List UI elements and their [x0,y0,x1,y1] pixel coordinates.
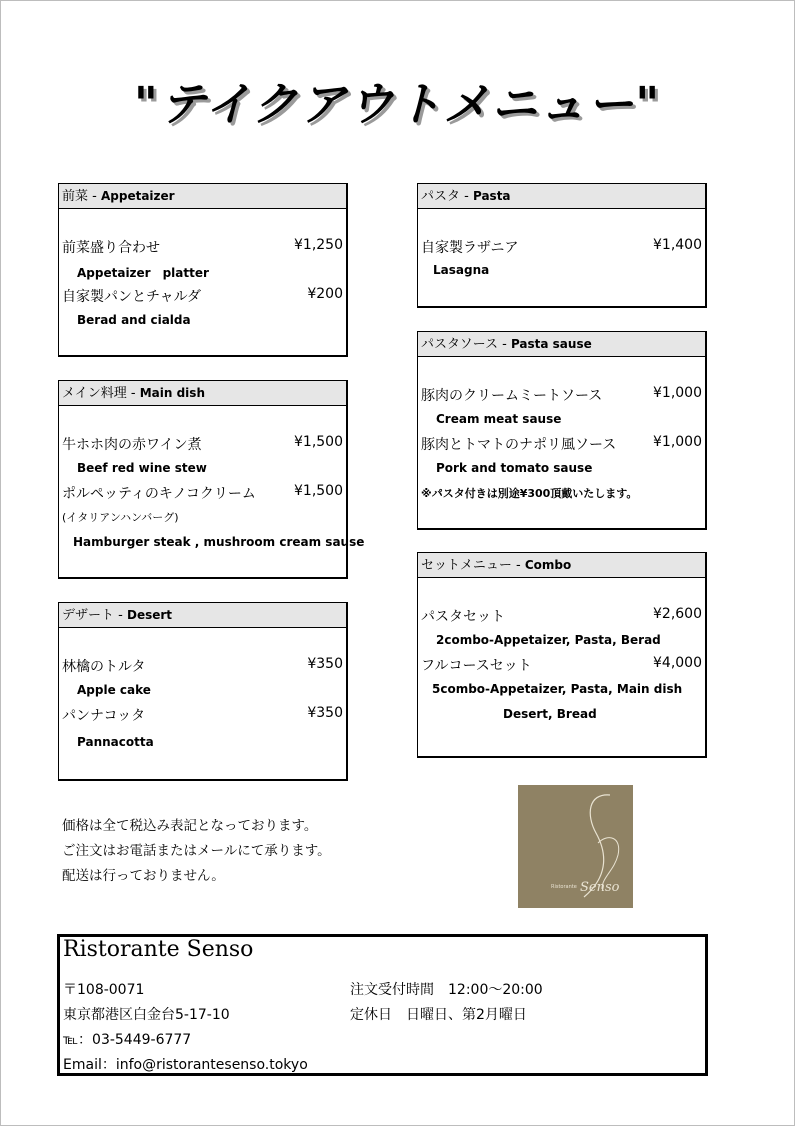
item-english: Apple cake [77,683,151,697]
item-name: 自家製パンとチャルダ [62,289,202,305]
item-name: パスタセット [421,609,505,625]
logo-graphic [518,785,633,908]
item-english: Hamburger steak , mushroom cream sause [73,535,365,549]
note-line: 価格は全て税込み表記となっております。 [62,818,318,834]
item-name: パンナコッタ [62,708,146,724]
item-name: 前菜盛り合わせ [62,240,160,256]
item-name: 牛ホホ肉の赤ワイン煮 [62,437,202,453]
pasta-note: ※パスタ付きは別途¥300頂戴いたします。 [421,487,638,500]
menu-item [421,655,702,675]
item-english: Beef red wine stew [77,461,207,475]
section-heading: パスタソース - Pasta sause [418,332,705,357]
appetizer-section [58,183,348,357]
section-heading: デザート - Desert [59,603,346,628]
email: Email：info@ristorantesenso.tokyo [63,1057,308,1073]
menu-item [62,656,343,676]
item-price: ¥1,500 [294,434,343,450]
notes [62,814,331,889]
menu-item [62,237,343,257]
item-price: ¥1,000 [653,385,702,401]
item-name: フルコースセット [421,658,532,674]
item-price: ¥2,600 [653,606,702,622]
restaurant-logo [518,785,633,908]
item-english: 5combo-Appetaizer, Pasta, Main dish [432,682,683,696]
item-english: Cream meat sause [436,412,562,426]
menu-item [421,237,702,257]
menu-item [421,385,702,405]
item-english: Appetaizer platter [77,266,209,280]
menu-item [62,434,343,454]
note-line: ご注文はお電話またはメールにて承ります。 [62,843,331,859]
item-price: ¥350 [307,656,343,672]
item-name: 林檎のトルタ [62,659,146,675]
item-name: ポルペッティのキノコクリーム [62,486,256,502]
pasta-sauce-section [417,331,707,530]
item-name: 自家製ラザニア [421,240,519,256]
item-english: 2combo-Appetaizer, Pasta, Berad [436,633,661,647]
menu-item [62,286,343,306]
item-price: ¥350 [307,705,343,721]
restaurant-name: Ristorante Senso [63,937,254,962]
item-name: 豚肉のクリームミートソース [421,388,603,404]
address: 東京都港区白金台5-17-10 [63,1007,230,1023]
item-english: Pannacotta [77,735,154,749]
closed-days: 定休日 日曜日、第2月曜日 [350,1007,527,1023]
section-heading: メイン料理 - Main dish [59,381,346,406]
dessert-section [58,602,348,781]
menu-title: "テイクアウトメニュー" [133,77,662,131]
menu-item [421,606,702,626]
item-price: ¥1,000 [653,434,702,450]
item-english: Desert, Bread [503,707,597,721]
item-price: ¥4,000 [653,655,702,671]
section-heading: パスタ - Pasta [418,184,705,209]
item-price: ¥1,500 [294,483,343,499]
item-price: ¥1,250 [294,237,343,253]
combo-section [417,552,707,758]
section-heading: 前菜 - Appetaizer [59,184,346,209]
item-name: 豚肉とトマトのナポリ風ソース [421,437,617,453]
logo-text: Senso [580,880,620,895]
item-english: Berad and cialda [77,313,191,327]
note-line: 配送は行っておりません。 [62,868,225,884]
item-price: ¥200 [307,286,343,302]
item-english: Lasagna [433,263,490,277]
main-dish-section [58,380,365,579]
order-hours: 注文受付時間 12:00～20:00 [350,982,543,998]
menu-item [62,483,343,503]
item-note: (イタリアンハンバーグ) [62,511,179,524]
telephone: ℡：03-5449-6777 [63,1032,192,1048]
postal-code: 〒108-0071 [63,982,145,998]
item-english: Pork and tomato sause [436,461,593,475]
restaurant-info [57,934,708,1076]
item-price: ¥1,400 [653,237,702,253]
logo-small-text: Ristorante [551,884,577,890]
section-heading: セットメニュー - Combo [418,553,705,578]
pasta-section [417,183,707,308]
menu-item [62,705,343,725]
menu-item [421,434,702,454]
